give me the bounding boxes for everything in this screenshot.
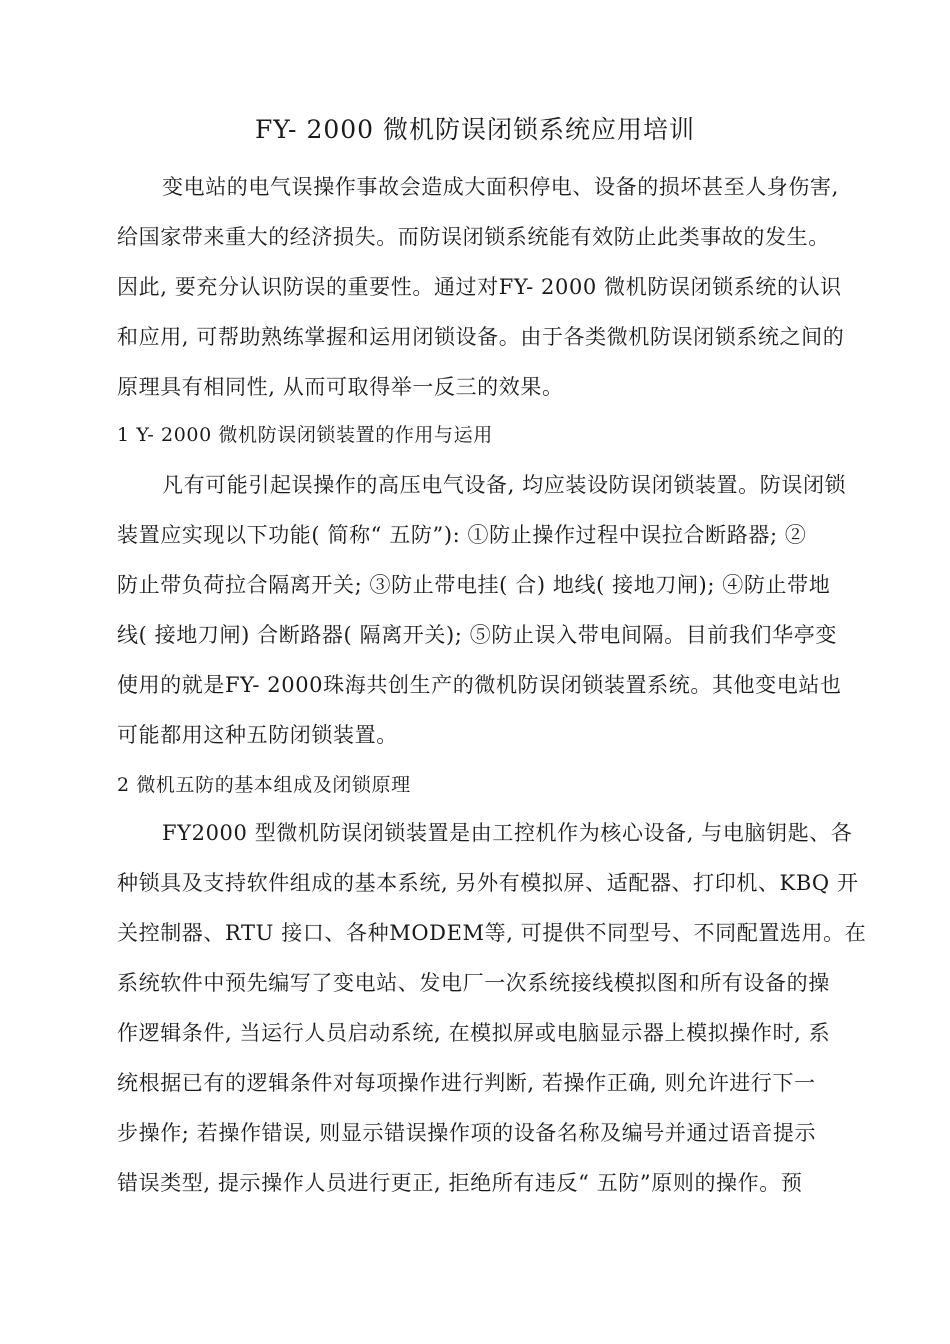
paragraph-line: 给国家带来重大的经济损失。而防误闭锁系统能有效防止此类事故的发生。	[117, 225, 830, 249]
paragraph-line: 种锁具及支持软件组成的基本系统, 另外有模拟屏、适配器、打印机、KBQ 开	[117, 871, 859, 895]
paragraph-line: 因此, 要充分认识防误的重要性。通过对FY- 2000 微机防误闭锁系统的认识	[117, 275, 842, 299]
paragraph-line: 变电站的电气误操作事故会造成大面积停电、设备的损坏甚至人身伤害,	[162, 175, 839, 199]
paragraph-line: 错误类型, 提示操作人员进行更正, 拒绝所有违反“ 五防”原则的操作。预	[117, 1171, 803, 1195]
paragraph-line: 使用的就是FY- 2000珠海共创生产的微机防误闭锁装置系统。其他变电站也	[117, 673, 842, 697]
paragraph-line: 线( 接地刀闸) 合断路器( 隔离开关); ⑤防止误入带电间隔。目前我们华亭变	[117, 623, 837, 647]
paragraph-line: 作逻辑条件, 当运行人员启动系统, 在模拟屏或电脑显示器上模拟操作时, 系	[117, 1021, 831, 1045]
paragraph-line: 可能都用这种五防闭锁装置。	[117, 723, 398, 747]
paragraph-line: 系统软件中预先编写了变电站、发电厂一次系统接线模拟图和所有设备的操	[117, 971, 830, 995]
paragraph-line: 统根据已有的逻辑条件对每项操作进行判断, 若操作正确, 则允许进行下一	[117, 1071, 816, 1095]
paragraph-line: 原理具有相同性, 从而可取得举一反三的效果。	[117, 375, 564, 399]
paragraph-line: 凡有可能引起误操作的高压电气设备, 均应装设防误闭锁装置。防误闭锁	[162, 473, 847, 497]
section-heading: 1 Y- 2000 微机防误闭锁装置的作用与运用	[117, 424, 493, 446]
paragraph-line: 防止带负荷拉合隔离开关; ③防止带电挂( 合) 地线( 接地刀闸); ④防止带地	[117, 573, 831, 597]
paragraph-line: 步操作; 若操作错误, 则显示错误操作项的设备名称及编号并通过语音提示	[117, 1121, 817, 1145]
paragraph-line: 和应用, 可帮助熟练掌握和运用闭锁设备。由于各类微机防误闭锁系统之间的	[117, 325, 845, 349]
paragraph-line: 关控制器、RTU 接口、各种MODEM等, 可提供不同型号、不同配置选用。在	[117, 921, 867, 945]
section-heading: 2 微机五防的基本组成及闭锁原理	[117, 774, 411, 796]
paragraph-line: 装置应实现以下功能( 简称“ 五防”): ①防止操作过程中误拉合断路器; ②	[117, 523, 807, 547]
document-title: FY- 2000 微机防误闭锁系统应用培训	[254, 115, 696, 144]
paragraph-line: FY2000 型微机防误闭锁装置是由工控机作为核心设备, 与电脑钥匙、各	[162, 821, 853, 845]
